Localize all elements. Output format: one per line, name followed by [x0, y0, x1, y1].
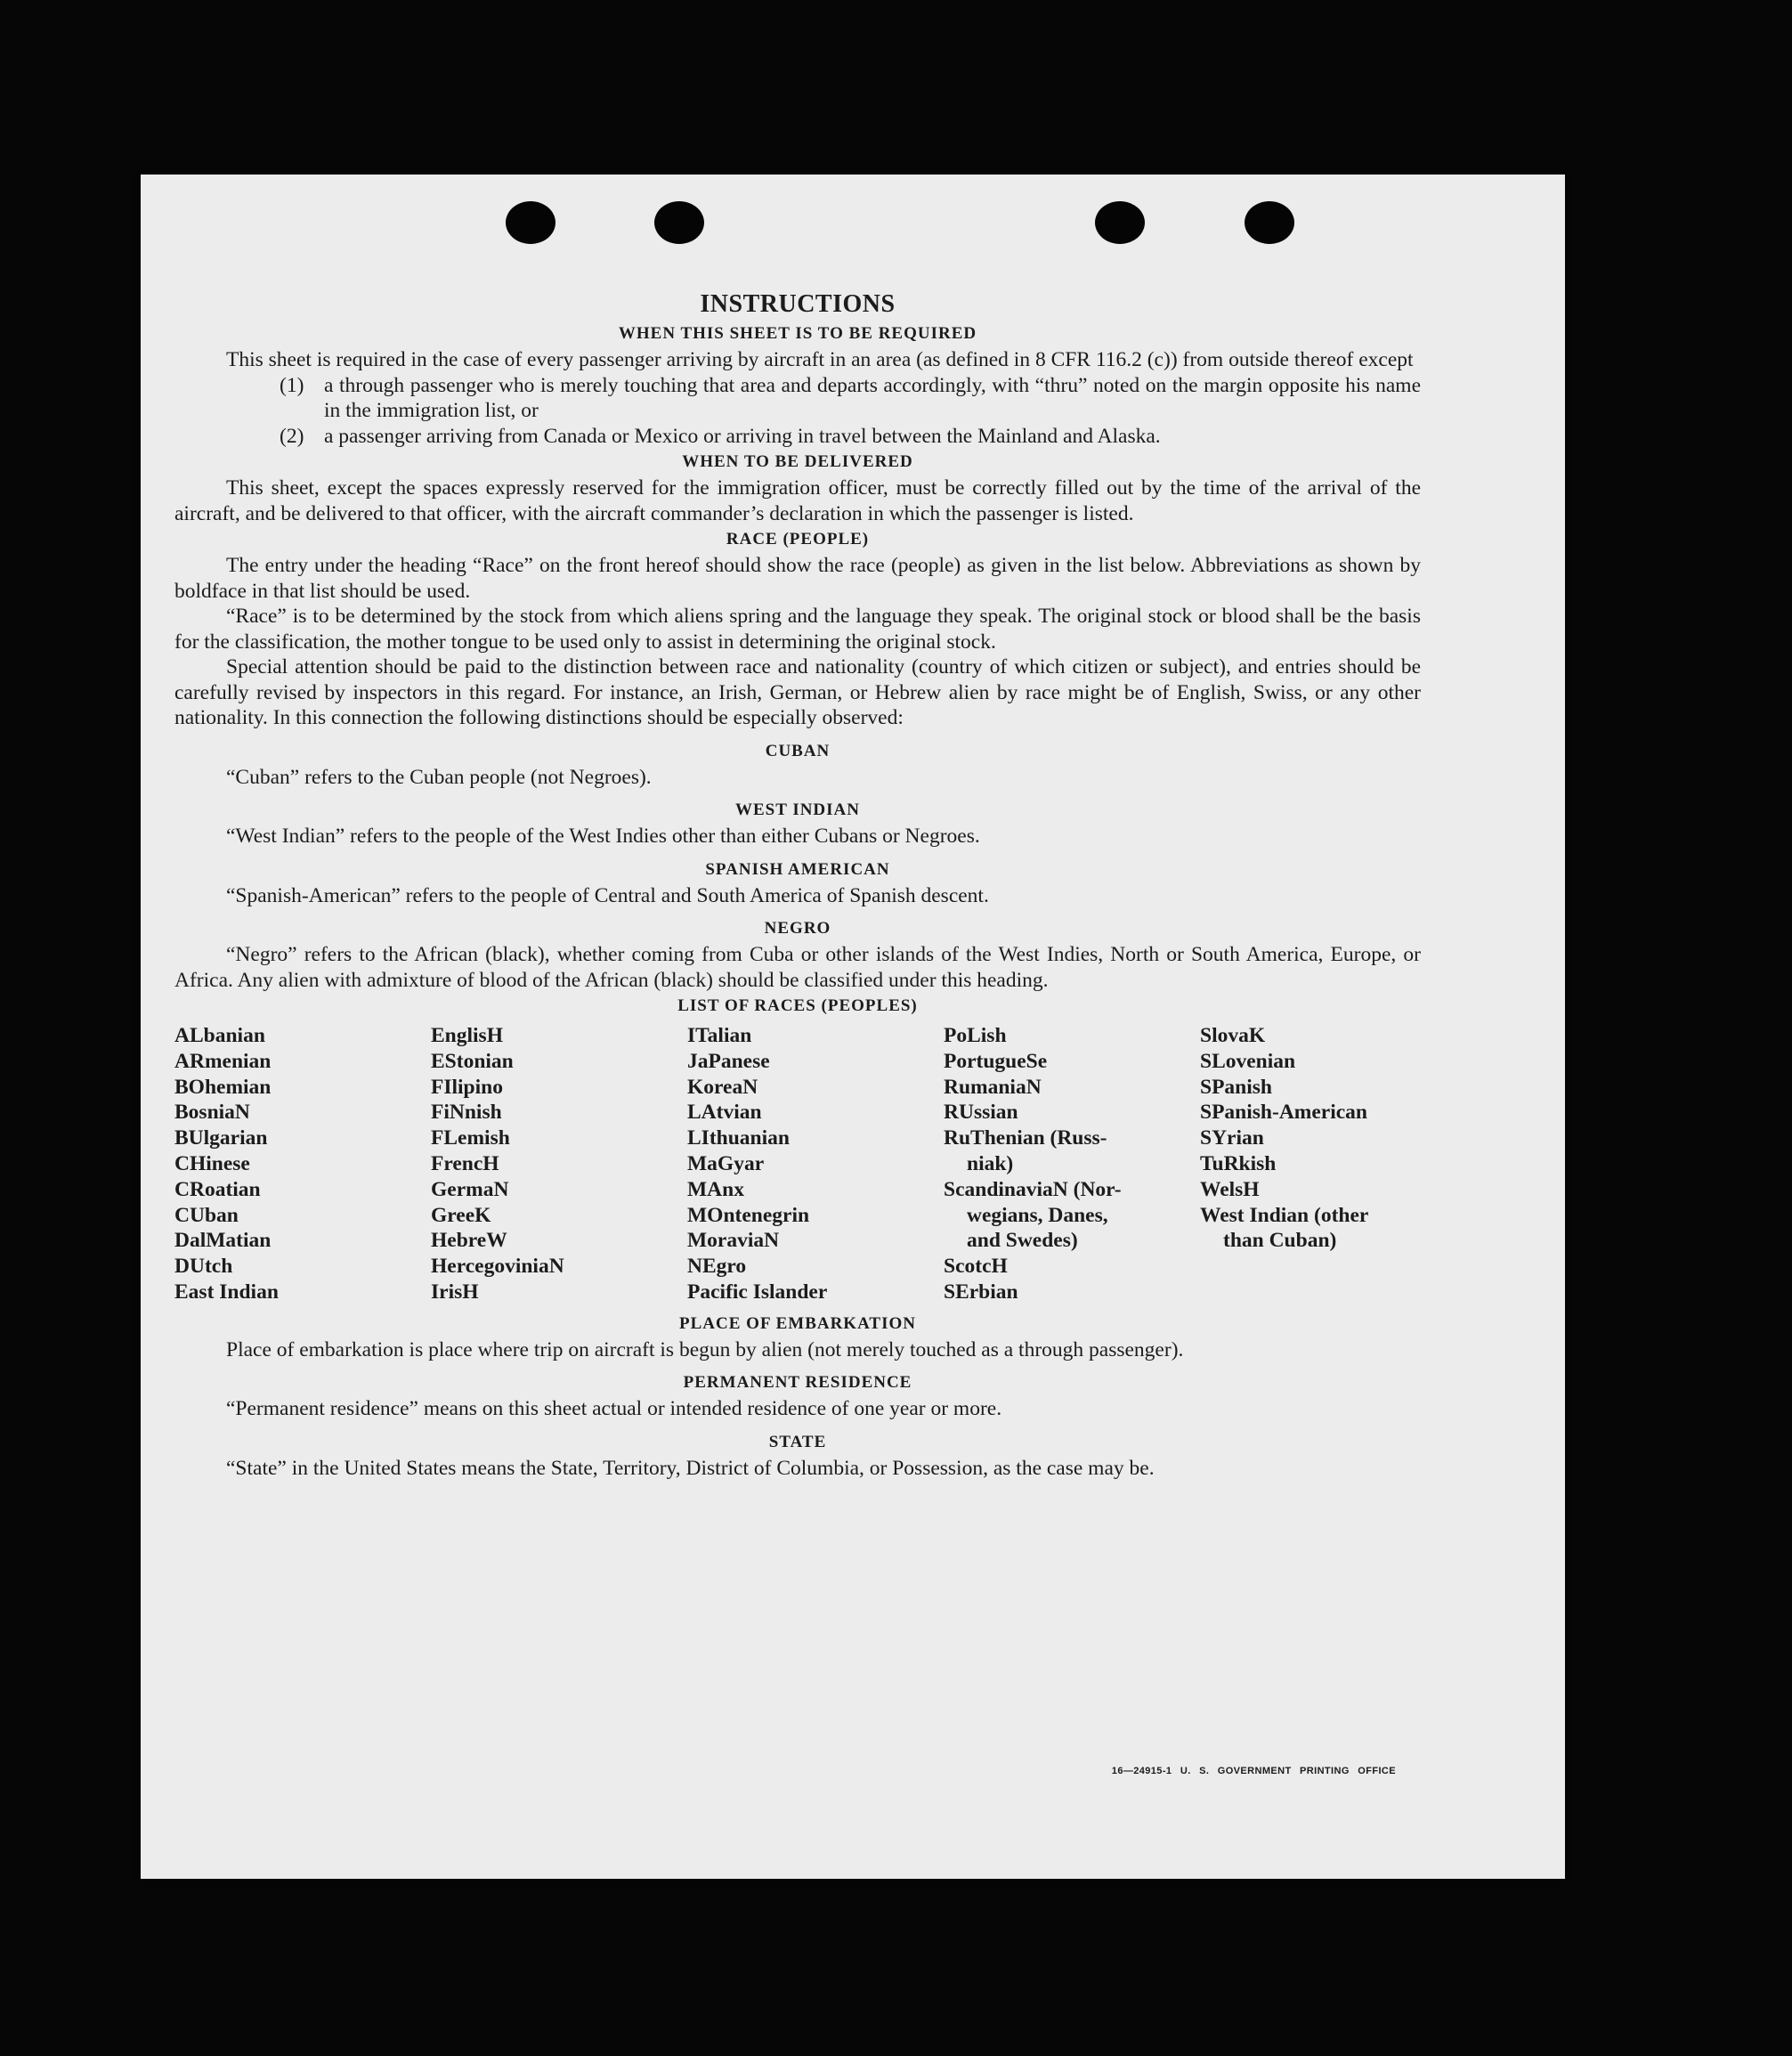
- punch-hole: [654, 201, 704, 244]
- race-entry: FiNnish: [431, 1101, 502, 1125]
- race-entry: MOntenegrin: [687, 1203, 810, 1227]
- paragraph: “Spanish-American” refers to the people of Central and South America of Spanish descent.: [226, 883, 989, 907]
- race-entry: Pacific Islander: [687, 1280, 828, 1304]
- paragraph: The entry under the heading “Race” on the front hereof should show the race (people) as given in the list below. Abbreviations as shown by boldface in that list should be used.: [174, 554, 1421, 603]
- punch-hole: [1095, 201, 1145, 244]
- race-entry: ITalian: [687, 1024, 752, 1047]
- page-title: INSTRUCTIONS: [700, 290, 896, 318]
- race-entry: East Indian: [174, 1280, 279, 1304]
- section-heading: CUBAN: [765, 741, 831, 760]
- item-number: (2): [280, 424, 304, 448]
- race-entry: niak): [967, 1151, 1014, 1175]
- section-heading: RACE (PEOPLE): [726, 530, 870, 549]
- race-entry: and Swedes): [967, 1229, 1078, 1253]
- race-entry: KoreaN: [687, 1075, 758, 1099]
- race-entry: FLemish: [431, 1126, 510, 1150]
- race-column: [1200, 1023, 1431, 1305]
- paragraph: “State” in the United States means the State, Territory, District of Columbia, or Possession, as the case may be.: [226, 1456, 1155, 1480]
- section-heading: PLACE OF EMBARKATION: [679, 1313, 916, 1333]
- paragraph: This sheet is required in the case of every passenger arriving by aircraft in an area (as defined in 8 CFR 116.2 (c)) from outside thereof except: [226, 348, 1414, 371]
- race-entry: RumaniaN: [944, 1075, 1042, 1099]
- punch-hole: [506, 201, 555, 244]
- paragraph: “West Indian” refers to the people of the West Indies other than either Cubans or Negroes.: [226, 825, 980, 848]
- sheet-content: [174, 288, 1421, 1481]
- race-column: [431, 1023, 687, 1305]
- race-entry: CRoatian: [174, 1177, 261, 1201]
- race-entry: LAtvian: [687, 1101, 762, 1125]
- race-entry: BUlgarian: [174, 1126, 268, 1150]
- section-heading: WEST INDIAN: [735, 800, 860, 819]
- printer-imprint: 16—24915-1 U. S. GOVERNMENT PRINTING OFFICE: [1111, 1766, 1396, 1776]
- race-entry: HercegoviniaN: [431, 1255, 564, 1279]
- paragraph: “Cuban” refers to the Cuban people (not Negroes).: [226, 765, 652, 789]
- race-entry: SErbian: [944, 1280, 1018, 1304]
- paragraph: “Race” is to be determined by the stock from which aliens spring and the language they speak. The original stock or blood shall be the basis for the classification, the mother tongue to be used only to assist in determining the original stock.: [174, 605, 1421, 654]
- section-heading: PERMANENT RESIDENCE: [683, 1373, 912, 1393]
- race-entry: MAnx: [687, 1177, 744, 1201]
- section-heading: NEGRO: [764, 919, 831, 938]
- race-entry: ARmenian: [174, 1049, 272, 1073]
- race-entry: FrencH: [431, 1151, 499, 1175]
- race-entry: CHinese: [174, 1151, 250, 1175]
- item-text: a through passenger who is merely touching that area and departs accordingly, with “thru” noted on the margin opposite his name in the immigration list, or: [324, 373, 1421, 422]
- race-entry: BOhemian: [174, 1075, 272, 1099]
- race-entry: than Cuban): [1223, 1229, 1337, 1253]
- race-entry: WelsH: [1200, 1177, 1260, 1201]
- race-entry: SlovaK: [1200, 1024, 1266, 1047]
- section-heading: WHEN TO BE DELIVERED: [682, 452, 913, 471]
- section-heading: STATE: [768, 1432, 827, 1451]
- race-entry: IrisH: [431, 1280, 479, 1304]
- race-entry: TuRkish: [1200, 1151, 1277, 1175]
- race-entry: PoLish: [944, 1024, 1007, 1047]
- race-entry: RUssian: [944, 1101, 1018, 1125]
- race-column: [944, 1023, 1200, 1305]
- race-entry: West Indian (other: [1200, 1203, 1369, 1227]
- race-entry: SLovenian: [1200, 1049, 1296, 1073]
- race-entry: GreeK: [431, 1203, 491, 1227]
- paragraph: This sheet, except the spaces expressly reserved for the immigration officer, must be correctly filled out by the time of the arrival of the aircraft, and be delivered to that officer, with the aircraft commander’s declaration in which the passenger is listed.: [174, 476, 1421, 525]
- race-entry: EnglisH: [431, 1024, 503, 1047]
- race-entry: wegians, Danes,: [967, 1203, 1108, 1227]
- paragraph: Place of embarkation is place where trip on aircraft is begun by alien (not merely touched as a through passenger).: [226, 1337, 1184, 1361]
- list-item: [174, 373, 1421, 424]
- paragraph: Special attention should be paid to the distinction between race and nationality (country of which citizen or subject), and entries should be carefully revised by inspectors in this regard. For instance, an Irish, German, or Hebrew alien by race might be of English, Swiss, or any other nationality. In this connection the following distinctions should be especially observed:: [174, 655, 1421, 729]
- race-entry: DUtch: [174, 1255, 233, 1279]
- race-entry: PortugueSe: [944, 1049, 1048, 1073]
- instruction-sheet: [141, 175, 1565, 1879]
- race-entry: RuThenian (Russ-: [944, 1126, 1107, 1150]
- race-entry: GermaN: [431, 1177, 509, 1201]
- item-text: a passenger arriving from Canada or Mexico or arriving in travel between the Mainland and Alaska.: [324, 424, 1161, 448]
- race-entry: SYrian: [1200, 1126, 1264, 1150]
- race-entry: ScandinaviaN (Nor-: [944, 1177, 1122, 1201]
- race-entry: ALbanian: [174, 1024, 265, 1047]
- paragraph: “Negro” refers to the African (black), whether coming from Cuba or other islands of the West Indies, North or South America, Europe, or Africa. Any alien with admixture of blood of the African (black) should be classified under this heading.: [174, 943, 1421, 992]
- race-entry: DalMatian: [174, 1229, 272, 1253]
- item-number: (1): [280, 373, 304, 397]
- race-entry: SPanish: [1200, 1075, 1272, 1099]
- race-column: [174, 1023, 431, 1305]
- list-item: [174, 424, 1421, 450]
- race-entry: LIthuanian: [687, 1126, 790, 1150]
- race-entry: BosniaN: [174, 1101, 250, 1125]
- race-entry: EStonian: [431, 1049, 514, 1073]
- race-entry: SPanish-American: [1200, 1101, 1367, 1125]
- race-entry: MoraviaN: [687, 1229, 780, 1253]
- race-list: [174, 1023, 1421, 1305]
- race-entry: ScotcH: [944, 1255, 1008, 1279]
- section-heading: WHEN THIS SHEET IS TO BE REQUIRED: [618, 324, 977, 343]
- race-entry: CUban: [174, 1203, 239, 1227]
- race-entry: NEgro: [687, 1255, 747, 1279]
- paragraph: “Permanent residence” means on this sheet actual or intended residence of one year or more.: [226, 1397, 1002, 1421]
- section-heading: SPANISH AMERICAN: [705, 859, 890, 879]
- punch-hole: [1245, 201, 1294, 244]
- race-entry: JaPanese: [687, 1049, 770, 1073]
- race-entry: MaGyar: [687, 1151, 765, 1175]
- race-entry: HebreW: [431, 1229, 507, 1253]
- race-entry: FIlipino: [431, 1075, 503, 1099]
- section-heading: LIST OF RACES (PEOPLES): [677, 996, 918, 1015]
- race-column: [687, 1023, 944, 1305]
